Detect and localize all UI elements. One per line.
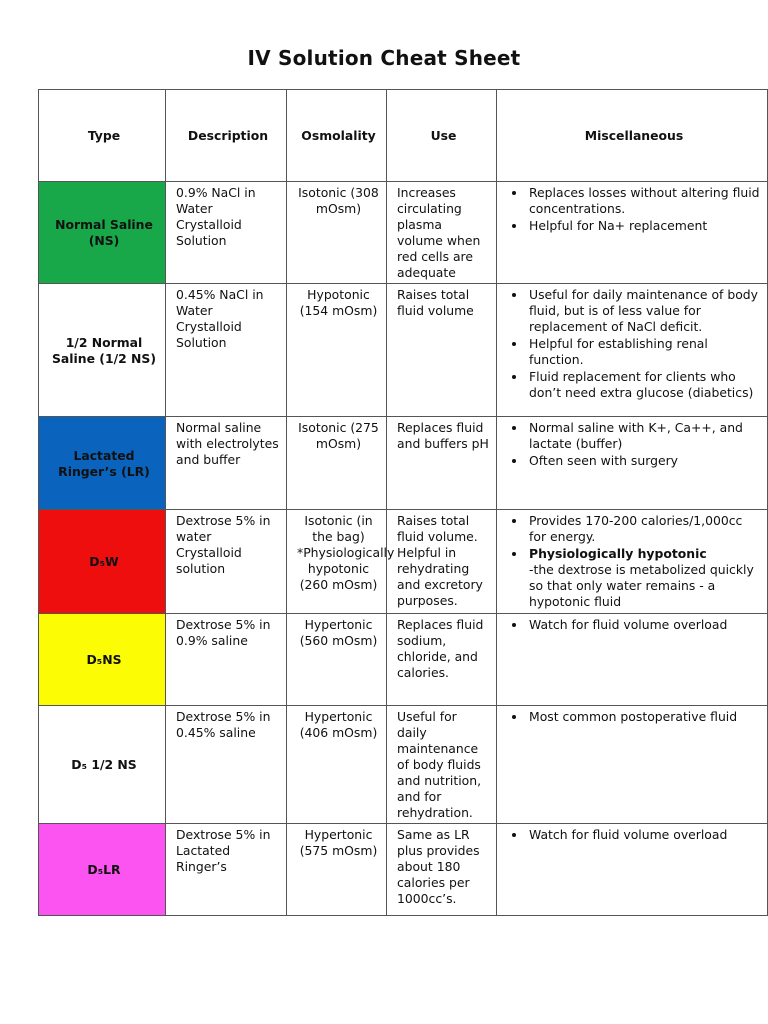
use-cell: Increases circulating plasma volume when red cells are adequate [387,182,497,284]
misc-list [507,420,761,469]
misc-item: • Normal saline with K+, Ca++, and lactate (buffer) [527,420,761,452]
misc-list [507,287,761,401]
table-row [39,706,768,824]
misc-item: • Watch for fluid volume overload [527,617,761,633]
description-cell: Dextrose 5% in Lactated Ringer’s [166,824,287,916]
header-osmolality: Osmolality [287,90,387,182]
misc-list [507,513,761,610]
page-title: IV Solution Cheat Sheet [247,46,521,70]
description-cell: Normal saline with electrolytes and buffer [166,417,287,510]
misc-cell [497,614,768,706]
table-row [39,417,768,510]
misc-cell [497,284,768,417]
table-row [39,824,768,916]
description-cell: Dextrose 5% in water Crystalloid solution [166,510,287,614]
misc-item: • Helpful for establishing renal function. [527,336,761,368]
use-cell: Raises total fluid volume [387,284,497,417]
header-description: Description [166,90,287,182]
iv-solution-table [38,89,768,916]
osmolality-cell: Hypertonic (406 mOsm) [287,706,387,824]
table-row [39,510,768,614]
header-miscellaneous: Miscellaneous [497,90,768,182]
misc-cell [497,182,768,284]
header-row [39,90,768,182]
misc-cell [497,824,768,916]
misc-cell [497,706,768,824]
use-cell: Useful for daily maintenance of body fluids and nutrition, and for rehydration. [387,706,497,824]
type-cell [39,614,166,706]
use-cell: Raises total fluid volume. Helpful in rehydrating and excretory purposes. [387,510,497,614]
description-cell: Dextrose 5% in 0.9% saline [166,614,287,706]
misc-item: • Provides 170-200 calories/1,000cc for energy. [527,513,761,545]
type-cell [39,284,166,417]
misc-item: • Watch for fluid volume overload [527,827,761,843]
misc-item: • Often seen with surgery [527,453,761,469]
misc-item: • Useful for daily maintenance of body fluid, but is of less value for replacement of NaCl deficit. [527,287,761,335]
type-label: D₅NS [86,652,122,667]
misc-item: • Replaces losses without altering fluid concentrations. [527,185,761,217]
osmolality-cell: Isotonic (in the bag) *Physiologically hypotonic (260 mOsm) [287,510,387,614]
type-label: 1/2 Normal Saline (1/2 NS) [51,334,157,366]
misc-list [507,185,761,234]
misc-item: • Physiologically hypotonic -the dextrose is metabolized quickly so that only water remains - a hypotonic fluid [527,546,761,610]
type-label: Normal Saline (NS) [55,217,153,248]
use-cell: Same as LR plus provides about 180 calories per 1000cc’s. [387,824,497,916]
misc-cell [497,510,768,614]
table-row [39,614,768,706]
type-label: D₅ 1/2 NS [71,757,137,772]
type-cell [39,182,166,284]
misc-item: • Fluid replacement for clients who don’t need extra glucose (diabetics) [527,369,761,401]
osmolality-cell: Hypertonic (560 mOsm) [287,614,387,706]
type-cell [39,510,166,614]
table-row [39,284,768,417]
osmolality-cell: Hypertonic (575 mOsm) [287,824,387,916]
use-cell: Replaces fluid sodium, chloride, and calories. [387,614,497,706]
misc-list [507,827,761,843]
use-cell: Replaces fluid and buffers pH [387,417,497,510]
header-type: Type [39,90,166,182]
type-cell [39,824,166,916]
type-label: Lactated Ringer’s (LR) [58,447,150,479]
misc-item: • Most common postoperative fluid [527,709,761,725]
description-cell: 0.45% NaCl in Water Crystalloid Solution [166,284,287,417]
misc-list [507,709,761,725]
osmolality-cell: Hypotonic (154 mOsm) [287,284,387,417]
osmolality-cell: Isotonic (308 mOsm) [287,182,387,284]
misc-list [507,617,761,633]
type-label: D₅LR [87,862,121,877]
description-cell: 0.9% NaCl in Water Crystalloid Solution [166,182,287,284]
description-cell: Dextrose 5% in 0.45% saline [166,706,287,824]
osmolality-cell: Isotonic (275 mOsm) [287,417,387,510]
table-row [39,182,768,284]
type-cell [39,417,166,510]
type-cell [39,706,166,824]
misc-item: • Helpful for Na+ replacement [527,218,761,234]
misc-cell [497,417,768,510]
header-use: Use [387,90,497,182]
type-label: D₅W [89,554,119,569]
